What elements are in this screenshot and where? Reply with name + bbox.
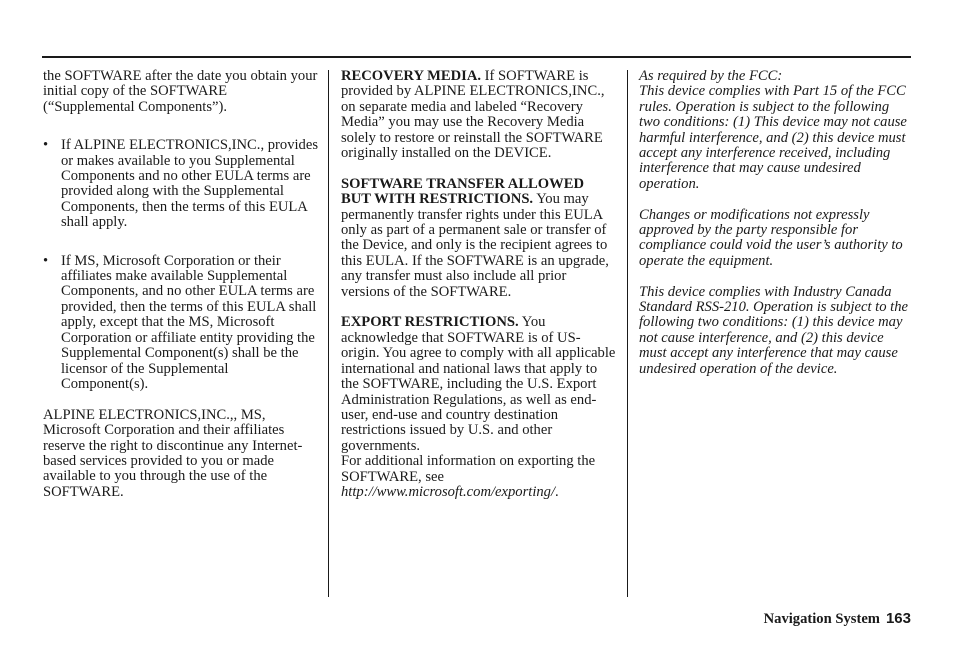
recovery-media-text: If SOFTWARE is provided by ALPINE ELECTRONICS,INC., on separate media and labeled “Recovery Media” you may use the Recovery Media solely to restore or reinstall the SOFTWARE originally installed on the DEVICE. bbox=[341, 68, 605, 162]
bullet-item-microsoft bbox=[43, 254, 319, 393]
bullet-icon: • bbox=[43, 252, 49, 269]
software-transfer-section bbox=[341, 177, 617, 300]
export-restrictions-heading: EXPORT RESTRICTIONS. bbox=[341, 314, 519, 331]
software-transfer-heading: SOFTWARE TRANSFER ALLOWED BUT WITH RESTRICTIONS. bbox=[341, 175, 585, 208]
fcc-intro: As required by the FCC: bbox=[639, 68, 783, 84]
export-restrictions-text: You acknowledge that SOFTWARE is of US-origin. You agree to comply with all applicable international and national laws that apply to the SOFTWARE, including the U.S. Export Administration Regulations, as well as end-user, end-use and country destination restrictions issued by U.S. and other governments. bbox=[341, 314, 616, 454]
column-middle bbox=[341, 69, 617, 500]
internet-services-paragraph: ALPINE ELECTRONICS,INC.,, MS, Microsoft Corporation and their affiliates reserve the right to discontinue any Internet-based services provided to you or made available to you through the use of the SOFTWARE. bbox=[43, 406, 303, 500]
column-right bbox=[639, 69, 911, 377]
column-divider bbox=[328, 70, 329, 597]
fcc-statement: This device complies with Part 15 of the FCC rules. Operation is subject to the following two conditions: (1) This device may not cause harmful interference, and (2) this device must accept any interference received, including interference that may cause undesired operation. bbox=[639, 83, 907, 192]
intro-paragraph: the SOFTWARE after the date you obtain your initial copy of the SOFTWARE (“Supplemental Components”). bbox=[43, 68, 318, 115]
bullet-item-alpine bbox=[43, 138, 319, 230]
recovery-media-section bbox=[341, 69, 617, 161]
column-divider bbox=[627, 70, 628, 597]
export-info-end: . bbox=[555, 483, 559, 500]
export-info-paragraph bbox=[341, 454, 617, 500]
bullet-icon: • bbox=[43, 137, 49, 154]
recovery-media-heading: RECOVERY MEDIA. bbox=[341, 68, 482, 84]
industry-canada-statement: This device complies with Industry Canada Standard RSS-210. Operation is subject to the following two conditions: (1) this device may not cause interference, and (2) this device must accept any interference that may cause undesired operation of the device. bbox=[639, 283, 909, 377]
section-title: Navigation System bbox=[763, 611, 880, 627]
software-transfer-text: You may permanently transfer rights under this EULA only as part of a permanent sale or transfer of the Device, and only is the recipient agrees to this EULA. If the SOFTWARE is an upgrade, any transfer must also include all prior versions of the SOFTWARE. bbox=[341, 191, 609, 300]
bullet-text: If MS, Microsoft Corporation or their affiliates make available Supplemental Components, and no other EULA terms are provided, then the terms of this EULA shall apply, except that the MS, Microsoft Corporation or affiliate entity providing the Supplemental Component(s) shall be the licensor of the Supplemental Component(s). bbox=[61, 252, 317, 392]
bullet-text: If ALPINE ELECTRONICS,INC., provides or makes available to you Supplemental Components and no other EULA terms are provided along with the Supplemental Components, then the terms of this EULA shall apply. bbox=[61, 137, 318, 231]
export-info-text: For additional information on exporting the SOFTWARE, see bbox=[341, 453, 596, 485]
page-footer bbox=[764, 610, 911, 628]
column-left bbox=[43, 69, 319, 500]
export-restrictions-section bbox=[341, 315, 617, 454]
microsoft-exporting-link[interactable]: http://www.microsoft.com/exporting/ bbox=[341, 483, 556, 500]
header-rule bbox=[42, 56, 911, 58]
modifications-warning: Changes or modifications not expressly approved by the party responsible for compliance could void the user’s authority to operate the equipment. bbox=[639, 206, 903, 269]
page-number: 163 bbox=[885, 610, 911, 627]
